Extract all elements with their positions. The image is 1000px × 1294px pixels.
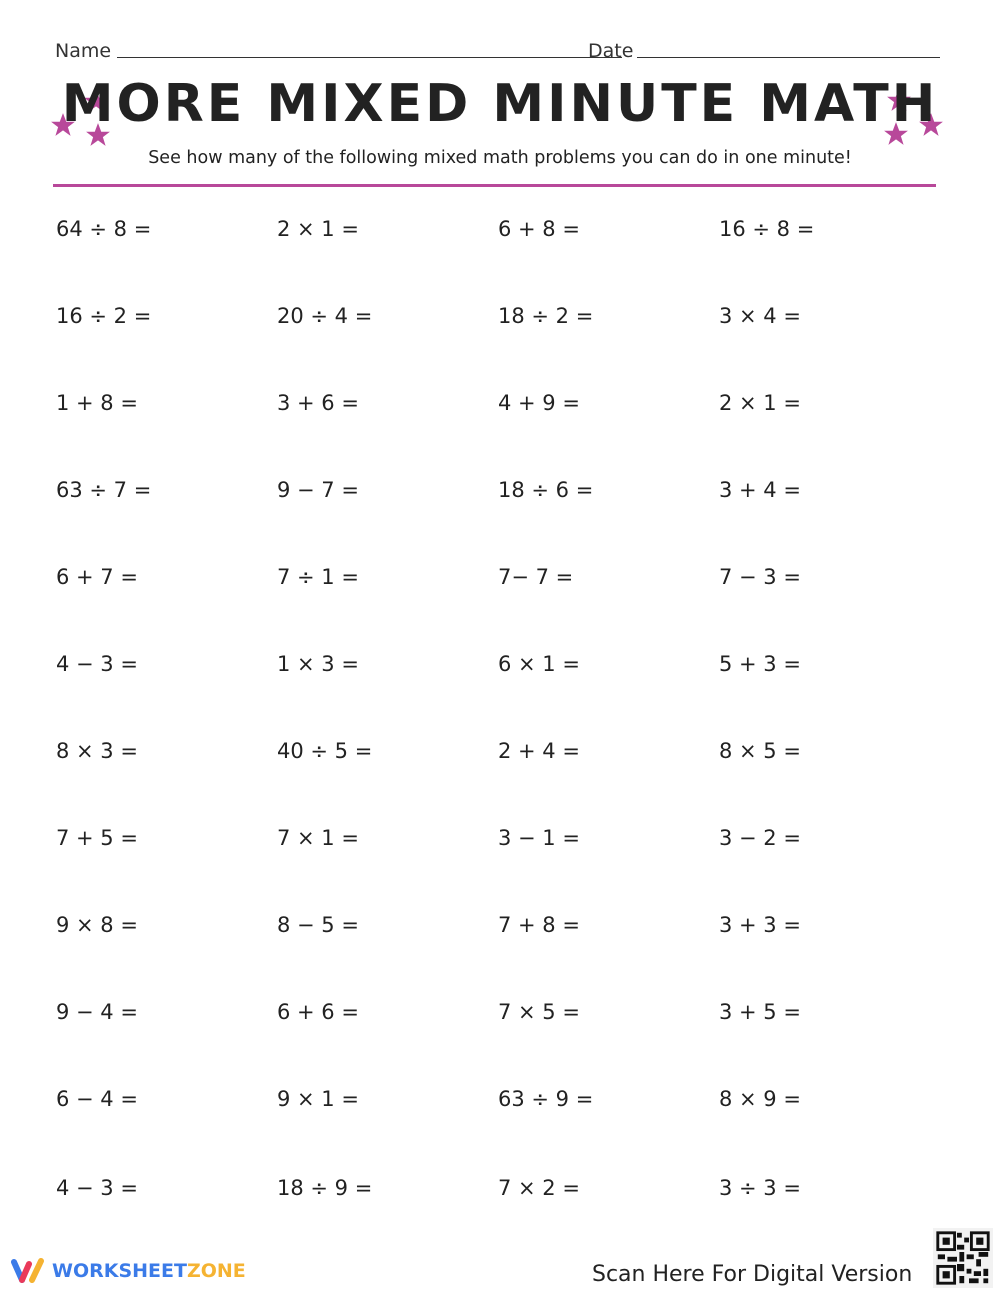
math-problem: 8 − 5 = xyxy=(277,913,359,937)
math-problem: 7 + 8 = xyxy=(498,913,580,937)
math-problem: 7 × 5 = xyxy=(498,1000,580,1024)
date-field[interactable] xyxy=(637,57,940,58)
math-problem: 3 + 6 = xyxy=(277,391,359,415)
math-problem: 4 − 3 = xyxy=(56,1176,138,1200)
name-date-row xyxy=(55,38,940,64)
math-problem: 2 × 1 = xyxy=(719,391,801,415)
math-problem: 7 ÷ 1 = xyxy=(277,565,359,589)
name-label: Name xyxy=(55,40,112,62)
math-problem: 5 + 3 = xyxy=(719,652,801,676)
math-problem: 3 + 3 = xyxy=(719,913,801,937)
math-problem: 18 ÷ 6 = xyxy=(498,478,594,502)
math-problem: 9 × 8 = xyxy=(56,913,138,937)
math-problem: 3 + 4 = xyxy=(719,478,801,502)
math-problem: 18 ÷ 2 = xyxy=(498,304,594,328)
math-problem: 3 ÷ 3 = xyxy=(719,1176,801,1200)
math-problem: 7 + 5 = xyxy=(56,826,138,850)
math-problem: 20 ÷ 4 = xyxy=(277,304,373,328)
math-problem: 7− 7 = xyxy=(498,565,574,589)
math-problem: 16 ÷ 2 = xyxy=(56,304,152,328)
worksheet-zone-logo xyxy=(10,1258,246,1284)
math-problem: 4 + 9 = xyxy=(498,391,580,415)
math-problem: 6 + 8 = xyxy=(498,217,580,241)
math-problem: 2 + 4 = xyxy=(498,739,580,763)
page-title: MORE MIXED MINUTE MATH xyxy=(61,74,939,134)
name-field[interactable] xyxy=(117,57,622,58)
math-problem: 64 ÷ 8 = xyxy=(56,217,152,241)
math-problem: 16 ÷ 8 = xyxy=(719,217,815,241)
math-problem: 4 − 3 = xyxy=(56,652,138,676)
logo-text-zone: ZONE xyxy=(186,1260,246,1282)
math-problem: 1 × 3 = xyxy=(277,652,359,676)
scan-text: Scan Here For Digital Version xyxy=(592,1262,913,1287)
math-problem: 1 + 8 = xyxy=(56,391,138,415)
math-problem: 7 − 3 = xyxy=(719,565,801,589)
math-problem: 3 + 5 = xyxy=(719,1000,801,1024)
math-problem: 63 ÷ 7 = xyxy=(56,478,152,502)
math-problem: 3 × 4 = xyxy=(719,304,801,328)
math-problem: 6 × 1 = xyxy=(498,652,580,676)
logo-text-worksheet: WORKSHEET xyxy=(52,1260,187,1282)
math-problem: 6 + 6 = xyxy=(277,1000,359,1024)
math-problem: 8 × 5 = xyxy=(719,739,801,763)
divider xyxy=(53,184,936,187)
math-problem: 18 ÷ 9 = xyxy=(277,1176,373,1200)
math-problem: 7 × 2 = xyxy=(498,1176,580,1200)
math-problem: 6 + 7 = xyxy=(56,565,138,589)
math-problem: 8 × 9 = xyxy=(719,1087,801,1111)
math-problem: 9 × 1 = xyxy=(277,1087,359,1111)
qr-code-icon[interactable] xyxy=(933,1228,993,1288)
math-problem: 40 ÷ 5 = xyxy=(277,739,373,763)
math-problem: 3 − 1 = xyxy=(498,826,580,850)
date-label: Date xyxy=(588,40,634,62)
instructions: See how many of the following mixed math problems you can do in one minute! xyxy=(148,148,852,168)
math-problem: 8 × 3 = xyxy=(56,739,138,763)
math-problem: 7 × 1 = xyxy=(277,826,359,850)
math-problem: 2 × 1 = xyxy=(277,217,359,241)
logo-w-icon xyxy=(10,1258,46,1284)
math-problem: 3 − 2 = xyxy=(719,826,801,850)
math-problem: 6 − 4 = xyxy=(56,1087,138,1111)
math-problem: 63 ÷ 9 = xyxy=(498,1087,594,1111)
math-problem: 9 − 4 = xyxy=(56,1000,138,1024)
math-problem: 9 − 7 = xyxy=(277,478,359,502)
